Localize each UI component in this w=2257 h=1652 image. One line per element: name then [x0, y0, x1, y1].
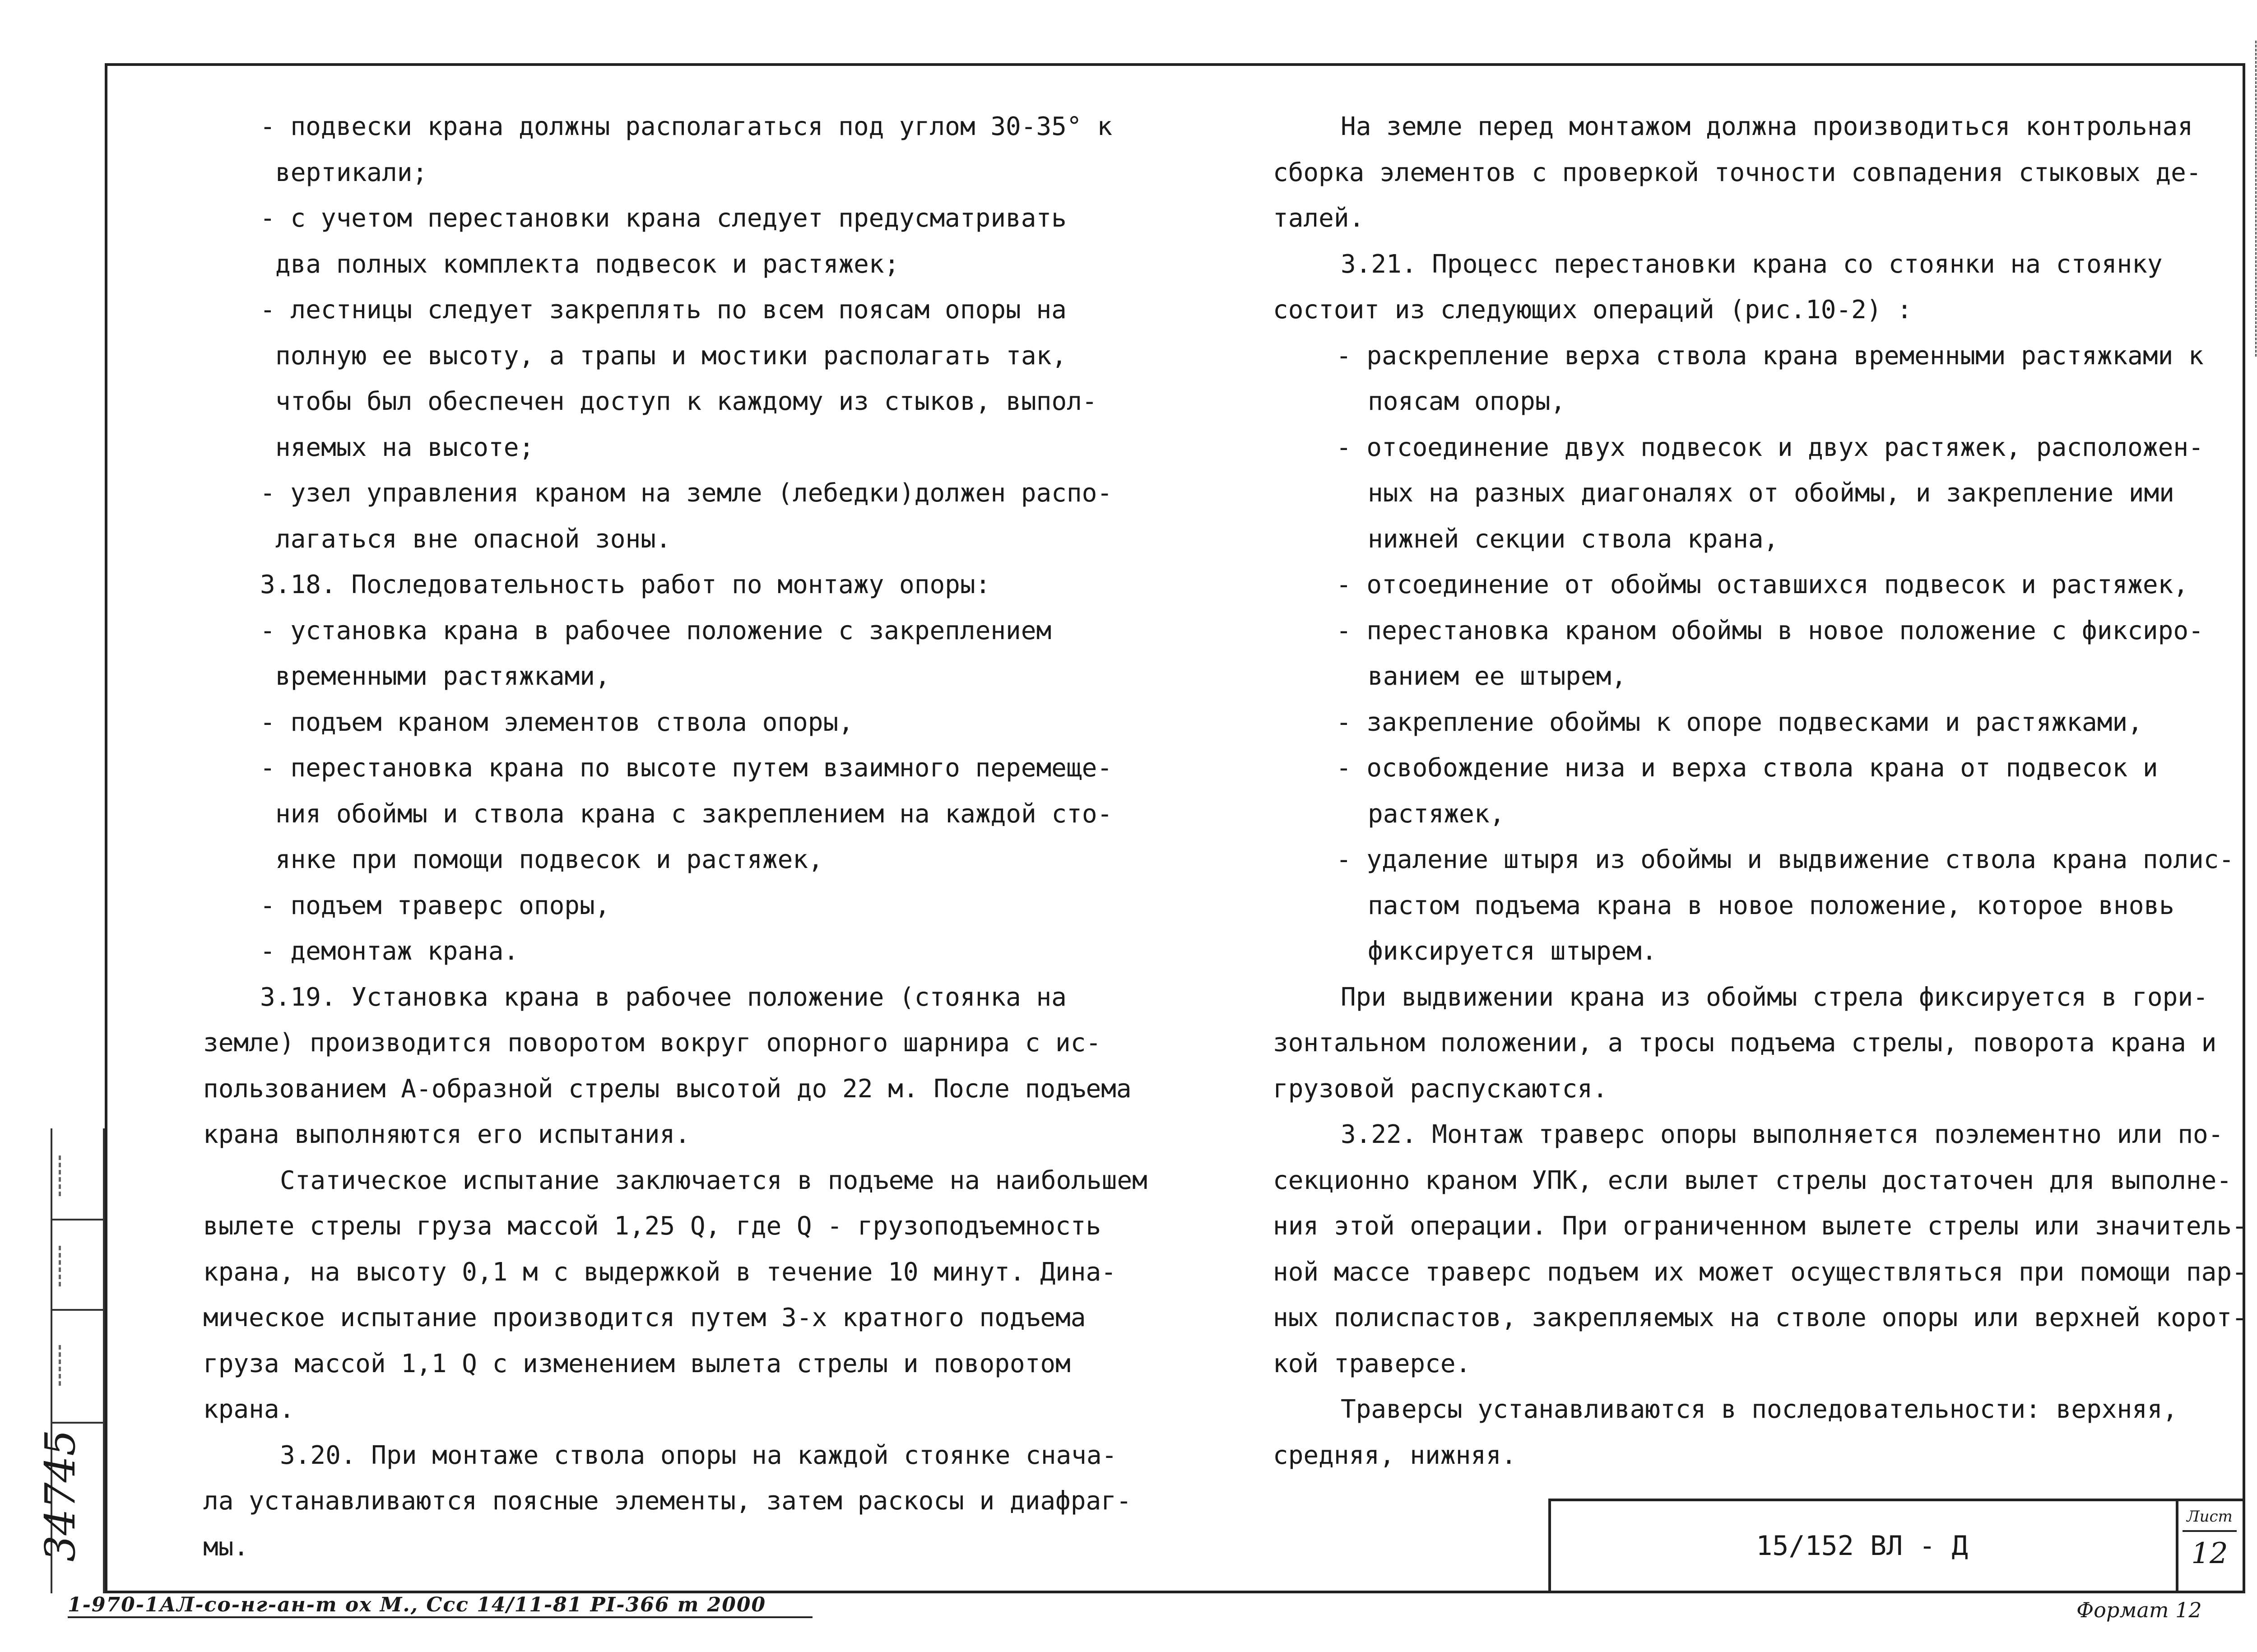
- text-line: пользованием А-образной стрелы высотой до 22 м. После подъема: [203, 1074, 1132, 1104]
- text-line: Статическое испытание заключается в подъеме на наибольшем: [280, 1165, 1147, 1195]
- text-line: вертикали;: [275, 158, 428, 187]
- text-line: няемых на высоте;: [275, 432, 534, 462]
- frame-cut-line: [2255, 41, 2257, 357]
- strip-mark: [59, 1345, 79, 1386]
- text-line: средняя, нижняя.: [1273, 1440, 1517, 1470]
- text-line: ных полиспастов, закрепляемых на стволе опоры или верхней корот-: [1273, 1303, 2247, 1332]
- text-line: ной массе траверс подъем их может осуществляться при помощи пар-: [1273, 1257, 2247, 1287]
- text-line: чтобы был обеспечен доступ к каждому из стыков, выпол-: [275, 387, 1097, 416]
- text-line: - подъем краном элементов ствола опоры,: [260, 707, 854, 737]
- text-line: крана.: [203, 1395, 295, 1424]
- text-line: - установка крана в рабочее положение с закреплением: [260, 616, 1052, 645]
- text-line: мическое испытание производится путем 3-х кратного подъема: [203, 1303, 1086, 1332]
- text-line: - раскрепление верха ствола крана временными растяжками к: [1336, 341, 2204, 371]
- text-line: мы.: [203, 1532, 249, 1562]
- text-line: ных на разных диагоналях от обоймы, и закрепление ими: [1368, 478, 2174, 508]
- text-line: ла устанавливаются поясные элементы, затем раскосы и диафраг-: [203, 1486, 1132, 1516]
- text-line: - удаление штыря из обоймы и выдвижение ствола крана полис-: [1336, 845, 2234, 874]
- footer-reference: 1-970-1АЛ-со-нг-ан-т ох М., Ссс 14/11-81 РI-366 т 2000: [68, 1593, 813, 1618]
- text-line: сборка элементов с проверкой точности совпадения стыковых де-: [1273, 158, 2201, 187]
- text-line: грузовой распускаются.: [1273, 1074, 1608, 1104]
- text-line: кой траверсе.: [1273, 1349, 1471, 1378]
- text-line: крана выполняются его испытания.: [203, 1120, 690, 1149]
- text-line: - лестницы следует закреплять по всем поясам опоры на: [260, 295, 1067, 325]
- strip-mark: [59, 1246, 79, 1286]
- text-line: - отсоединение двух подвесок и двух растяжек, расположен-: [1336, 432, 2204, 462]
- text-line: зонтальном положении, а тросы подъема стрелы, поворота крана и: [1273, 1028, 2217, 1058]
- text-line: состоит из следующих операций (рис.10-2) :: [1273, 295, 1913, 325]
- text-line: полную ее высоту, а трапы и мостики располагать так,: [275, 341, 1067, 371]
- text-line: поясам опоры,: [1368, 387, 1566, 416]
- sheet-number: 12: [2191, 1537, 2228, 1570]
- text-line: пастом подъема крана в новое положение, которое вновь: [1368, 891, 2174, 920]
- text-line: талей.: [1273, 204, 1365, 233]
- text-line: растяжек,: [1368, 799, 1505, 829]
- strip-mark: [59, 1155, 79, 1196]
- sheet-label: Лист: [2183, 1503, 2237, 1532]
- text-line: - отсоединение от обоймы оставшихся подвесок и растяжек,: [1336, 570, 2189, 599]
- text-line: На земле перед монтажом должна производиться контрольная: [1341, 112, 2193, 141]
- text-line: - перестановка краном обоймы в новое положение с фиксиро-: [1336, 616, 2204, 645]
- right-text-column: [1273, 104, 2247, 1478]
- text-line: - подъем траверс опоры,: [260, 891, 610, 920]
- text-line: временными растяжками,: [275, 662, 610, 691]
- text-line: ванием ее штырем,: [1368, 662, 1627, 691]
- text-line: секционно краном УПК, если вылет стрелы достаточен для выполне-: [1273, 1165, 2232, 1195]
- text-line: - освобождение низа и верха ствола крана от подвесок и: [1336, 753, 2158, 783]
- text-line: крана, на высоту 0,1 м с выдержкой в течение 10 минут. Дина-: [203, 1257, 1116, 1287]
- text-line: ния обоймы и ствола крана с закреплением на каждой сто-: [275, 799, 1113, 829]
- text-line: - перестановка крана по высоте путем взаимного перемеще-: [260, 753, 1113, 783]
- text-line: два полных комплекта подвесок и растяжек;: [275, 249, 900, 279]
- strip-divider: [51, 1219, 105, 1220]
- text-line: - узел управления краном на земле (лебедки)должен распо-: [260, 478, 1113, 508]
- document-code: 15/152 ВЛ - Д: [1756, 1530, 1968, 1562]
- text-line: янке при помощи подвесок и растяжек,: [275, 845, 823, 874]
- text-line: 3.21. Процесс перестановки крана со стоянки на стоянку: [1341, 249, 2163, 279]
- text-line: - подвески крана должны располагаться под углом 30-35° к: [260, 112, 1113, 141]
- text-line: ния этой операции. При ограниченном вылете стрелы или значитель-: [1273, 1211, 2247, 1241]
- text-line: груза массой 1,1 Q с изменением вылета стрелы и поворотом: [203, 1349, 1071, 1378]
- left-text-column: [203, 104, 1147, 1570]
- text-line: вылете стрелы груза массой 1,25 Q, где Q - грузоподъемность: [203, 1211, 1101, 1241]
- text-line: Траверсы устанавливаются в последовательности: верхняя,: [1341, 1395, 2178, 1424]
- text-line: 3.19. Установка крана в рабочее положение (стоянка на: [260, 982, 1067, 1012]
- text-line: лагаться вне опасной зоны.: [275, 524, 671, 554]
- inventory-number: 34745: [36, 1429, 84, 1562]
- text-line: земле) производится поворотом вокруг опорного шарнира с ис-: [203, 1028, 1101, 1058]
- text-line: При выдвижении крана из обоймы стрела фиксируется в гори-: [1341, 982, 2208, 1012]
- footer-format: Формат 12: [2076, 1598, 2202, 1622]
- text-line: - закрепление обоймы к опоре подвесками и растяжками,: [1336, 707, 2143, 737]
- text-line: фиксируется штырем.: [1368, 937, 1657, 966]
- text-line: 3.18. Последовательность работ по монтажу опоры:: [260, 570, 991, 599]
- text-line: 3.22. Монтаж траверс опоры выполняется поэлементно или по-: [1341, 1120, 2224, 1149]
- text-line: - демонтаж крана.: [260, 937, 519, 966]
- strip-divider: [51, 1422, 105, 1424]
- text-line: нижней секции ствола крана,: [1368, 524, 1779, 554]
- text-line: - с учетом перестановки крана следует предусматривать: [260, 204, 1067, 233]
- strip-divider: [51, 1309, 105, 1311]
- text-line: 3.20. При монтаже ствола опоры на каждой стоянке снача-: [280, 1440, 1117, 1470]
